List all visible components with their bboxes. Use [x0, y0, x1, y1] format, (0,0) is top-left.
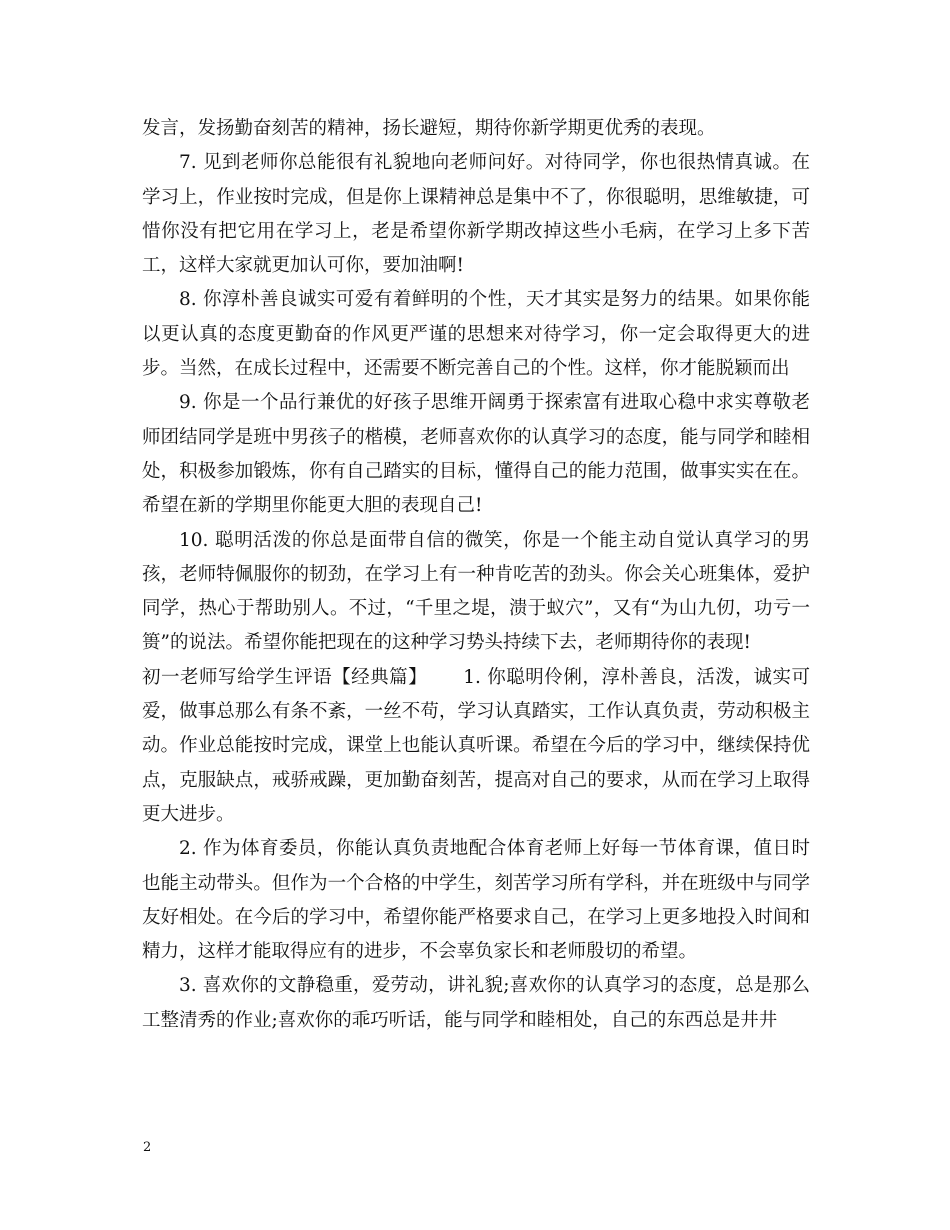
- paragraph-item-8: 8. 你淳朴善良诚实可爱有着鲜明的个性，天才其实是努力的结果。如果你能以更认真的态度更勤奋的作风更严谨的思想来对待学习，你一定会取得更大的进步。当然，在成长过程中，还需要不断完善自己的个性。这样，你才能脱颖而出: [142, 289, 810, 380]
- paragraph-item-7: 7. 见到老师你总能很有礼貌地向老师问好。对待同学，你也很热情真诚。在学习上，作业按时完成，但是你上课精神总是集中不了，你很聪明，思维敏捷，可惜你没有把它用在学习上，老是希望你新学期改掉这些小毛病，在学习上多下苦工，这样大家就更加认可你，要加油啊!: [142, 152, 810, 277]
- section-paragraph: [142, 661, 810, 832]
- section-item-3: 3. 喜欢你的文静稳重，爱劳动，讲礼貌;喜欢你的认真学习的态度，总是那么工整清秀的作业;喜欢你的乖巧听话，能与同学和睦相处，自己的东西总是井井: [142, 975, 810, 1031]
- section-item-1: 1. 你聪明伶俐，淳朴善良，活泼，诚实可爱，做事总那么有条不紊，一丝不苟，学习认真踏实，工作认真负责，劳动积极主动。作业总能按时完成，课堂上也能认真听课。希望在今后的学习中，继续保持优点，克服缺点，戒骄戒躁，更加勤奋刻苦，提高对自己的要求，从而在学习上取得更大进步。: [142, 666, 810, 825]
- section-item-2: 2. 作为体育委员，你能认真负责地配合体育老师上好每一节体育课，值日时也能主动带头。但作为一个合格的中学生，刻苦学习所有学科，并在班级中与同学友好相处。在今后的学习中，希望你能严格要求自己，在学习上更多地投入时间和精力，这样才能取得应有的进步，不会辜负家长和老师殷切的希望。: [142, 838, 810, 963]
- paragraph-item-10: 10. 聪明活泼的你总是面带自信的微笑，你是一个能主动自觉认真学习的男孩，老师特佩服你的韧劲，在学习上有一种肯吃苦的劲头。你会关心班集体，爱护同学，热心于帮助别人。不过，“千里之堤，溃于蚁穴”，又有“为山九仞，功亏一篑”的说法。希望你能把现在的这种学习势头持续下去，老师期待你的表现!: [142, 529, 810, 654]
- page-number: 2: [143, 1140, 152, 1155]
- section-heading: 初一老师写给学生评语【经典篇】: [142, 666, 428, 688]
- paragraph-continuation: 发言，发扬勤奋刻苦的精神，扬长避短，期待你新学期更优秀的表现。: [142, 118, 716, 139]
- paragraph-item-9: 9. 你是一个品行兼优的好孩子思维开阔勇于探索富有进取心稳中求实尊敬老师团结同学是班中男孩子的楷模，老师喜欢你的认真学习的态度，能与同学和睦相处，积极参加锻炼，你有自己踏实的目标，懂得自己的能力范围，做事实实在在。希望在新的学期里你能更大胆的表现自己!: [142, 392, 810, 517]
- document-body: [142, 112, 810, 1038]
